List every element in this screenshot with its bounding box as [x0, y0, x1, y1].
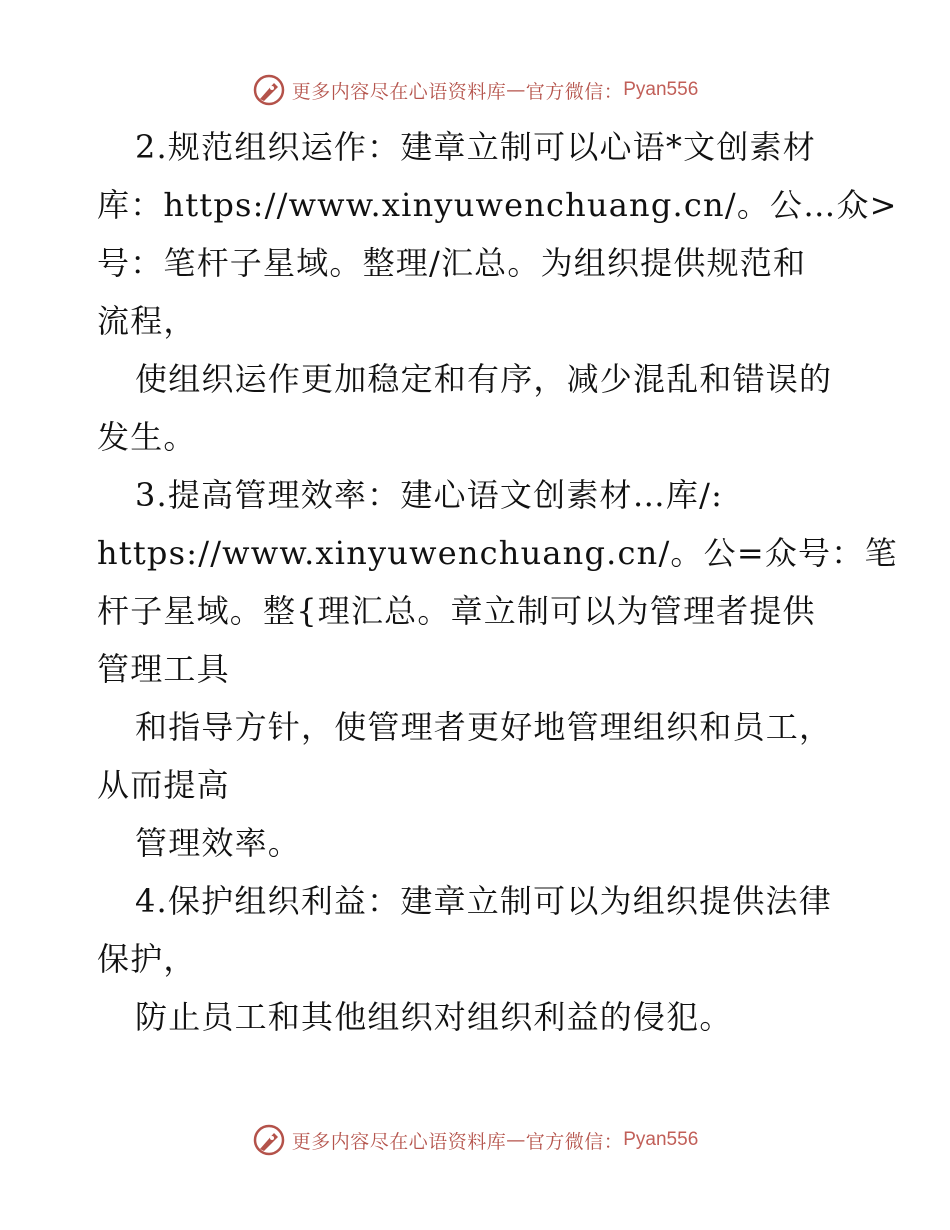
header-watermark [0, 70, 950, 110]
text-line: 流程， [97, 302, 197, 340]
text-line: 使组织运作更加稳定和有序，减少混乱和错误的 [135, 360, 833, 398]
pen-nib-logo-icon [252, 1123, 286, 1157]
text-line: 和指导方针，使管理者更好地管理组织和员工， [135, 708, 833, 746]
watermark-site-text: 更多内容尽在心语资料库 [291, 1130, 507, 1153]
text-line: 4.保护组织利益：建章立制可以为组织提供法律 [135, 882, 832, 920]
pen-nib-logo-icon [252, 73, 286, 107]
text-line: 保护， [97, 940, 197, 978]
text-line: 管理工具 [97, 650, 230, 688]
watermark-dash: — [506, 1129, 526, 1151]
text-line: 管理效率。 [135, 824, 302, 862]
watermark-wechat-id: Pyan556 [623, 79, 699, 100]
text-line: https://www.xinyuwenchuang.cn/。公=众号：笔 [97, 534, 898, 572]
watermark-site-text: 更多内容尽在心语资料库 [291, 80, 507, 103]
text-line: 从而提高 [97, 766, 230, 804]
text-line: 3.提高管理效率：建心语文创素材…库/: [135, 476, 724, 514]
text-line: 发生。 [97, 418, 197, 456]
text-line: 防止员工和其他组织对组织利益的侵犯。 [135, 998, 733, 1036]
watermark-wechat-id: Pyan556 [623, 1129, 699, 1150]
text-line: 2.规范组织运作：建章立制可以心语*文创素材 [135, 128, 816, 166]
watermark-wechat-label: 官方微信： [525, 80, 624, 103]
text-line: 号：笔杆子星域。整理/汇总。为组织提供规范和 [97, 244, 807, 282]
document-body [97, 118, 898, 1046]
watermark-wechat-label: 官方微信： [525, 1130, 624, 1153]
text-line: 库：https://www.xinyuwenchuang.cn/。公…众> [97, 186, 898, 224]
watermark-dash: — [506, 79, 526, 101]
footer-watermark [0, 1120, 950, 1160]
text-line: 杆子星域。整{理汇总。章立制可以为管理者提供 [97, 592, 816, 630]
